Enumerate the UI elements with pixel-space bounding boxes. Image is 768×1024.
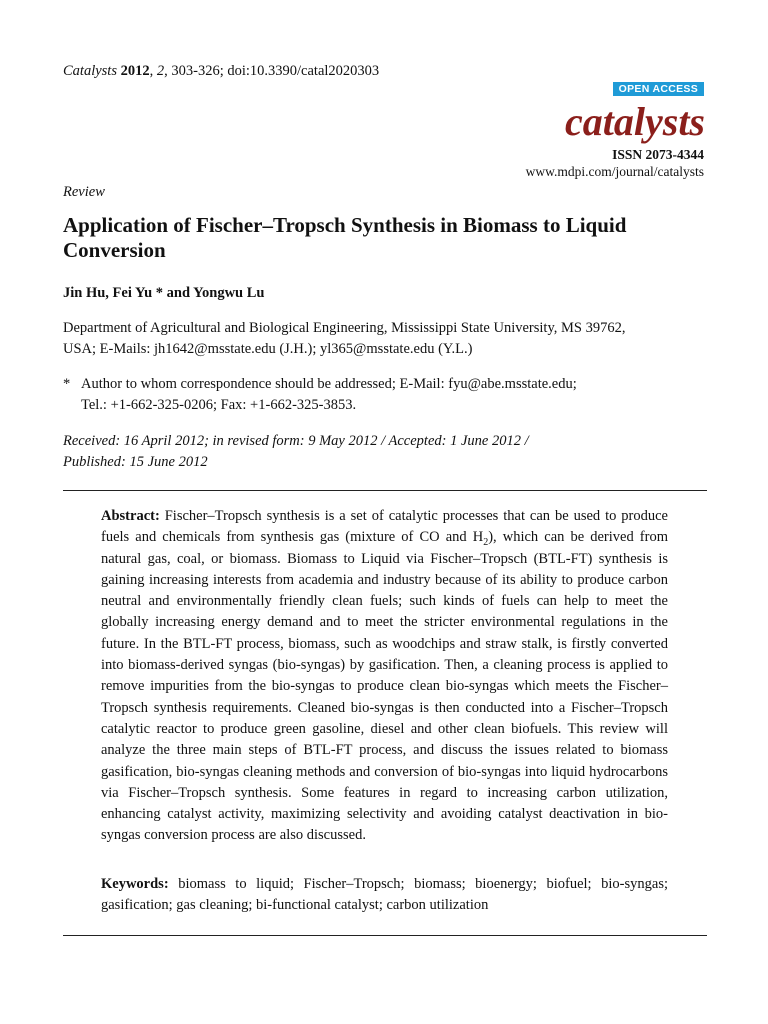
- journal-volume: 2: [156, 63, 165, 79]
- dates-published: Published: 15 June 2012: [63, 454, 208, 470]
- subscript-2: 2: [483, 537, 489, 549]
- top-divider: [63, 490, 707, 491]
- affiliation-emails: USA; E-Mails: jh1642@msstate.edu (J.H.); yl365@msstate.edu (Y.L.): [63, 341, 473, 357]
- journal-year: 2012: [120, 63, 150, 79]
- corr-phone-fax: Tel.: +1-662-325-0206; Fax: +1-662-325-3853.: [81, 397, 357, 413]
- issn: ISSN 2073-4344: [612, 147, 704, 162]
- affiliation-line: Department of Agricultural and Biological Engineering, Mississippi State University, MS 39762,: [63, 320, 626, 336]
- corr-line: Author to whom correspondence should be addressed; E-Mail: fyu@abe.msstate.edu;: [81, 376, 577, 392]
- journal-url[interactable]: www.mdpi.com/journal/catalysts: [525, 164, 704, 179]
- article-title: Application of Fischer–Tropsch Synthesis in Biomass to Liquid Conversion: [63, 213, 627, 262]
- authors: Jin Hu, Fei Yu * and Yongwu Lu: [63, 285, 265, 301]
- pages-doi: , 303-326; doi:10.3390/catal2020303: [164, 63, 380, 79]
- open-access-badge: OPEN ACCESS: [613, 82, 704, 96]
- abstract-text-b: ), which can be derived from natural gas, coal, or biomass. Biomass to Liquid via Fischer–Tropsch (BTL-FT) synthesis is gaining increasing interests from academia and industry because of its ability to produce carbon neutral and environmentally friendly clean fuels; such kinds of fuels can help to meet the globally increasing energy demand and to meet the stricter environmental regulations in the future. In the BTL-FT process, biomass, such as woodchips and straw stalk, is firstly converted into biomass-derived syngas (bio-syngas) by gasification. Then, a cleaning process is applied to remove impurities from the bio-syngas to produce clean bio-syngas which meets the Fischer–Tropsch synthesis requirements. Cleaned bio-syngas is then conducted into a Fischer–Tropsch catalytic reactor to produce green gasoline, diesel and other clean biofuels. This review will analyze the three main steps of BTL-FT process, and discuss the issues related to biomass gasification, bio-syngas cleaning methods and conversion of bio-syngas into liquid hydrocarbons via Fischer–Tropsch synthesis. Some features in regard to increasing carbon utilization, enhancing catalyst activity, maximizing selectivity and avoiding catalyst deactivation in bio-syngas conversion process are also discussed.: [101, 529, 668, 844]
- keywords-label: Keywords:: [101, 876, 169, 892]
- journal-logo: catalysts: [565, 99, 705, 144]
- corr-marker: *: [63, 376, 71, 392]
- article-type: Review: [63, 184, 105, 200]
- affiliation: [63, 318, 708, 360]
- keywords: [101, 874, 668, 917]
- journal-name: Catalysts: [63, 63, 117, 79]
- correspondence: [63, 374, 708, 416]
- publication-dates: [63, 431, 708, 473]
- dates-received: Received: 16 April 2012; in revised form: 9 May 2012 / Accepted: 1 June 2012 /: [63, 433, 529, 449]
- abstract: [101, 506, 668, 847]
- abstract-text-a: Fischer–Tropsch synthesis is a set of catalytic processes that can be used to produce fuels and chemicals from synthesis gas (mixture of CO and H: [101, 508, 668, 546]
- bottom-divider: [63, 935, 707, 936]
- citation-line: Catalysts 2012, 2, 303-326; doi:10.3390/catal2020303: [63, 63, 380, 79]
- abstract-label: Abstract:: [101, 508, 160, 524]
- keywords-text: biomass to liquid; Fischer–Tropsch; biomass; bioenergy; biofuel; bio-syngas; gasification; gas cleaning; bi-functional catalyst; carbon utilization: [101, 876, 668, 914]
